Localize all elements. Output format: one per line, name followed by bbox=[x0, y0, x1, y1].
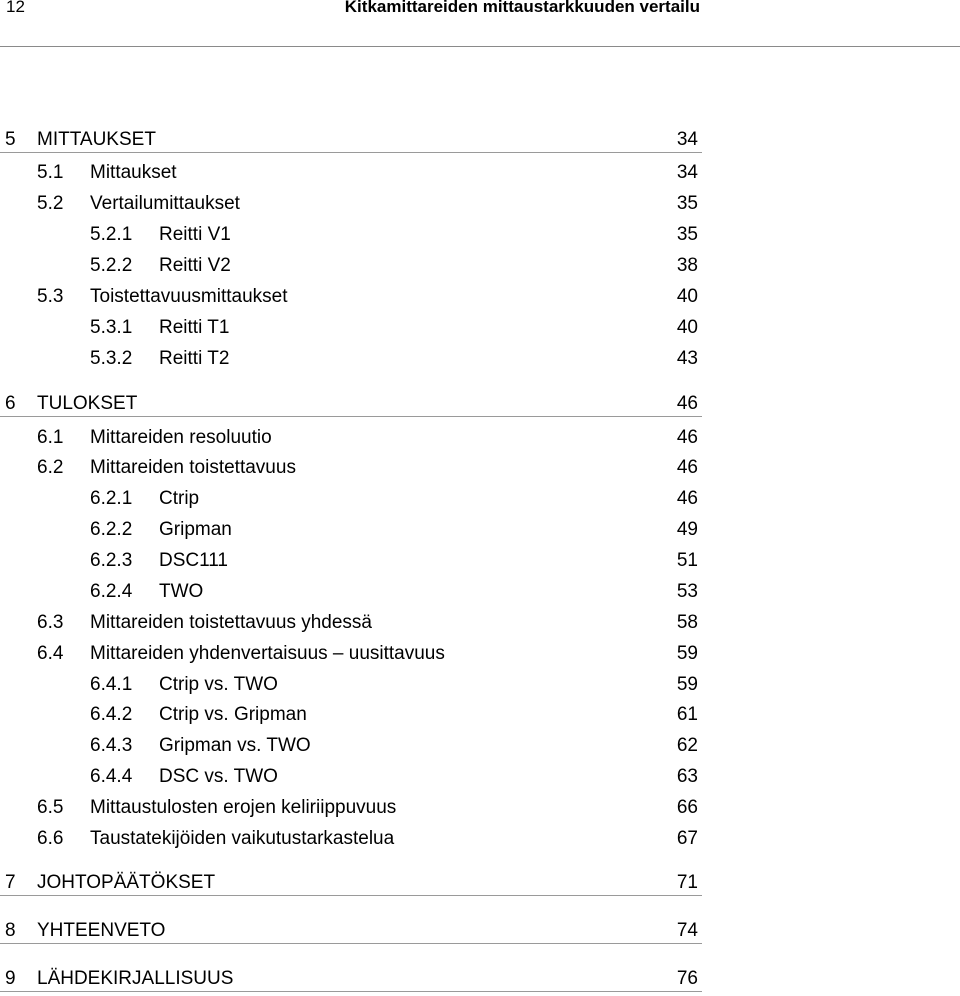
toc-title: TULOKSET bbox=[37, 393, 138, 414]
toc-page: 38 bbox=[676, 255, 698, 276]
toc-page: 61 bbox=[676, 704, 698, 725]
toc-page: 46 bbox=[676, 427, 698, 448]
toc-entry-chapter[interactable] bbox=[0, 871, 702, 896]
toc-page: 53 bbox=[676, 581, 698, 602]
toc-page: 35 bbox=[676, 224, 698, 245]
toc-entry-subsection[interactable] bbox=[0, 347, 702, 371]
toc-number: 5.3 bbox=[37, 286, 64, 307]
toc-page: 46 bbox=[676, 393, 698, 414]
toc-title: Vertailumittaukset bbox=[90, 193, 240, 214]
toc-number: 5.3.1 bbox=[90, 317, 133, 338]
toc-number: 6.4.1 bbox=[90, 674, 133, 695]
toc-number: 5.2.2 bbox=[90, 255, 133, 276]
toc-title: Reitti T1 bbox=[159, 317, 230, 338]
toc-entry-section[interactable] bbox=[0, 796, 702, 820]
toc-number: 6.2.3 bbox=[90, 550, 133, 571]
toc-title: Taustatekijöiden vaikutustarkastelua bbox=[90, 828, 395, 849]
toc-title: Ctrip bbox=[159, 488, 200, 509]
toc-title: JOHTOPÄÄTÖKSET bbox=[37, 872, 216, 893]
toc-number: 6.2.4 bbox=[90, 581, 133, 602]
toc-number: 6.4.2 bbox=[90, 704, 133, 725]
toc-title: YHTEENVETO bbox=[37, 920, 166, 941]
toc-page: 66 bbox=[676, 797, 698, 818]
toc-page: 43 bbox=[676, 348, 698, 369]
toc-number: 6.3 bbox=[37, 612, 64, 633]
toc-number: 6.2 bbox=[37, 457, 64, 478]
toc-entry-subsection[interactable] bbox=[0, 703, 702, 727]
toc-entry-section[interactable] bbox=[0, 456, 702, 480]
toc-page: 71 bbox=[676, 872, 698, 893]
toc-title: Toistettavuusmittaukset bbox=[90, 286, 288, 307]
toc-entry-subsection[interactable] bbox=[0, 223, 702, 247]
toc-page: 46 bbox=[676, 488, 698, 509]
toc-entry-subsection[interactable] bbox=[0, 673, 702, 697]
toc-page: 40 bbox=[676, 286, 698, 307]
toc-number: 9 bbox=[5, 968, 16, 989]
toc-page: 59 bbox=[676, 643, 698, 664]
toc-title: Mittareiden toistettavuus yhdessä bbox=[90, 612, 372, 633]
toc-entry-chapter[interactable] bbox=[0, 128, 702, 153]
toc-entry-chapter[interactable] bbox=[0, 967, 702, 992]
toc-title: Reitti T2 bbox=[159, 348, 230, 369]
toc-entry-subsection[interactable] bbox=[0, 765, 702, 789]
toc-page: 67 bbox=[676, 828, 698, 849]
toc-title: Mittareiden resoluutio bbox=[90, 427, 272, 448]
toc-title: DSC vs. TWO bbox=[159, 766, 278, 787]
toc-number: 5.1 bbox=[37, 162, 64, 183]
toc-number: 6.1 bbox=[37, 427, 64, 448]
toc-number: 7 bbox=[5, 872, 16, 893]
toc-page: 40 bbox=[676, 317, 698, 338]
toc-page: 62 bbox=[676, 735, 698, 756]
toc-entry-section[interactable] bbox=[0, 161, 702, 185]
toc-number: 8 bbox=[5, 920, 16, 941]
toc-title: Ctrip vs. Gripman bbox=[159, 704, 307, 725]
toc-number: 6.6 bbox=[37, 828, 64, 849]
toc-entry-section[interactable] bbox=[0, 642, 702, 666]
toc-page: 58 bbox=[676, 612, 698, 633]
toc-title: Gripman bbox=[159, 519, 232, 540]
running-title: Kitkamittareiden mittaustarkkuuden vertailu bbox=[344, 0, 700, 16]
toc-title: Mittaustulosten erojen keliriippuvuus bbox=[90, 797, 397, 818]
toc-title: Gripman vs. TWO bbox=[159, 735, 311, 756]
toc-number: 6.2.2 bbox=[90, 519, 133, 540]
toc-page: 59 bbox=[676, 674, 698, 695]
toc-entry-subsection[interactable] bbox=[0, 254, 702, 278]
toc-entry-section[interactable] bbox=[0, 192, 702, 216]
toc-entry-section[interactable] bbox=[0, 611, 702, 635]
toc-number: 5.3.2 bbox=[90, 348, 133, 369]
toc-page: 46 bbox=[676, 457, 698, 478]
toc-title: MITTAUKSET bbox=[37, 129, 156, 150]
toc-entry-subsection[interactable] bbox=[0, 734, 702, 758]
toc-title: DSC111 bbox=[159, 550, 228, 571]
toc-entry-subsection[interactable] bbox=[0, 549, 702, 573]
toc-page: 34 bbox=[676, 162, 698, 183]
toc-number: 6.4 bbox=[37, 643, 64, 664]
toc-title: LÄHDEKIRJALLISUUS bbox=[37, 968, 234, 989]
toc-number: 6.4.4 bbox=[90, 766, 133, 787]
toc-title: Reitti V2 bbox=[159, 255, 231, 276]
toc-page: 51 bbox=[676, 550, 698, 571]
toc-number: 5 bbox=[5, 129, 16, 150]
toc-number: 6.2.1 bbox=[90, 488, 133, 509]
toc-entry-chapter[interactable] bbox=[0, 392, 702, 417]
toc-number: 5.2 bbox=[37, 193, 64, 214]
toc-title: Ctrip vs. TWO bbox=[159, 674, 278, 695]
toc-number: 5.2.1 bbox=[90, 224, 133, 245]
toc-title: Reitti V1 bbox=[159, 224, 231, 245]
toc-title: TWO bbox=[159, 581, 204, 602]
toc-entry-section[interactable] bbox=[0, 426, 702, 450]
toc-entry-subsection[interactable] bbox=[0, 316, 702, 340]
toc-number: 6.5 bbox=[37, 797, 64, 818]
toc-title: Mittaukset bbox=[90, 162, 177, 183]
toc-number: 6 bbox=[5, 393, 16, 414]
toc-title: Mittareiden yhdenvertaisuus – uusittavuus bbox=[90, 643, 445, 664]
toc-page: 63 bbox=[676, 766, 698, 787]
toc-number: 6.4.3 bbox=[90, 735, 133, 756]
toc-page: 35 bbox=[676, 193, 698, 214]
toc-page: 74 bbox=[676, 920, 698, 941]
toc-entry-subsection[interactable] bbox=[0, 580, 702, 604]
toc-title: Mittareiden toistettavuus bbox=[90, 457, 296, 478]
toc-page: 34 bbox=[676, 129, 698, 150]
toc-entry-subsection[interactable] bbox=[0, 518, 702, 542]
toc-page: 76 bbox=[676, 968, 698, 989]
toc-page: 49 bbox=[676, 519, 698, 540]
toc-entry-subsection[interactable] bbox=[0, 487, 702, 511]
toc-entry-section[interactable] bbox=[0, 827, 702, 851]
toc-entry-section[interactable] bbox=[0, 285, 702, 309]
toc-entry-chapter[interactable] bbox=[0, 919, 702, 944]
page-number: 12 bbox=[6, 0, 25, 16]
